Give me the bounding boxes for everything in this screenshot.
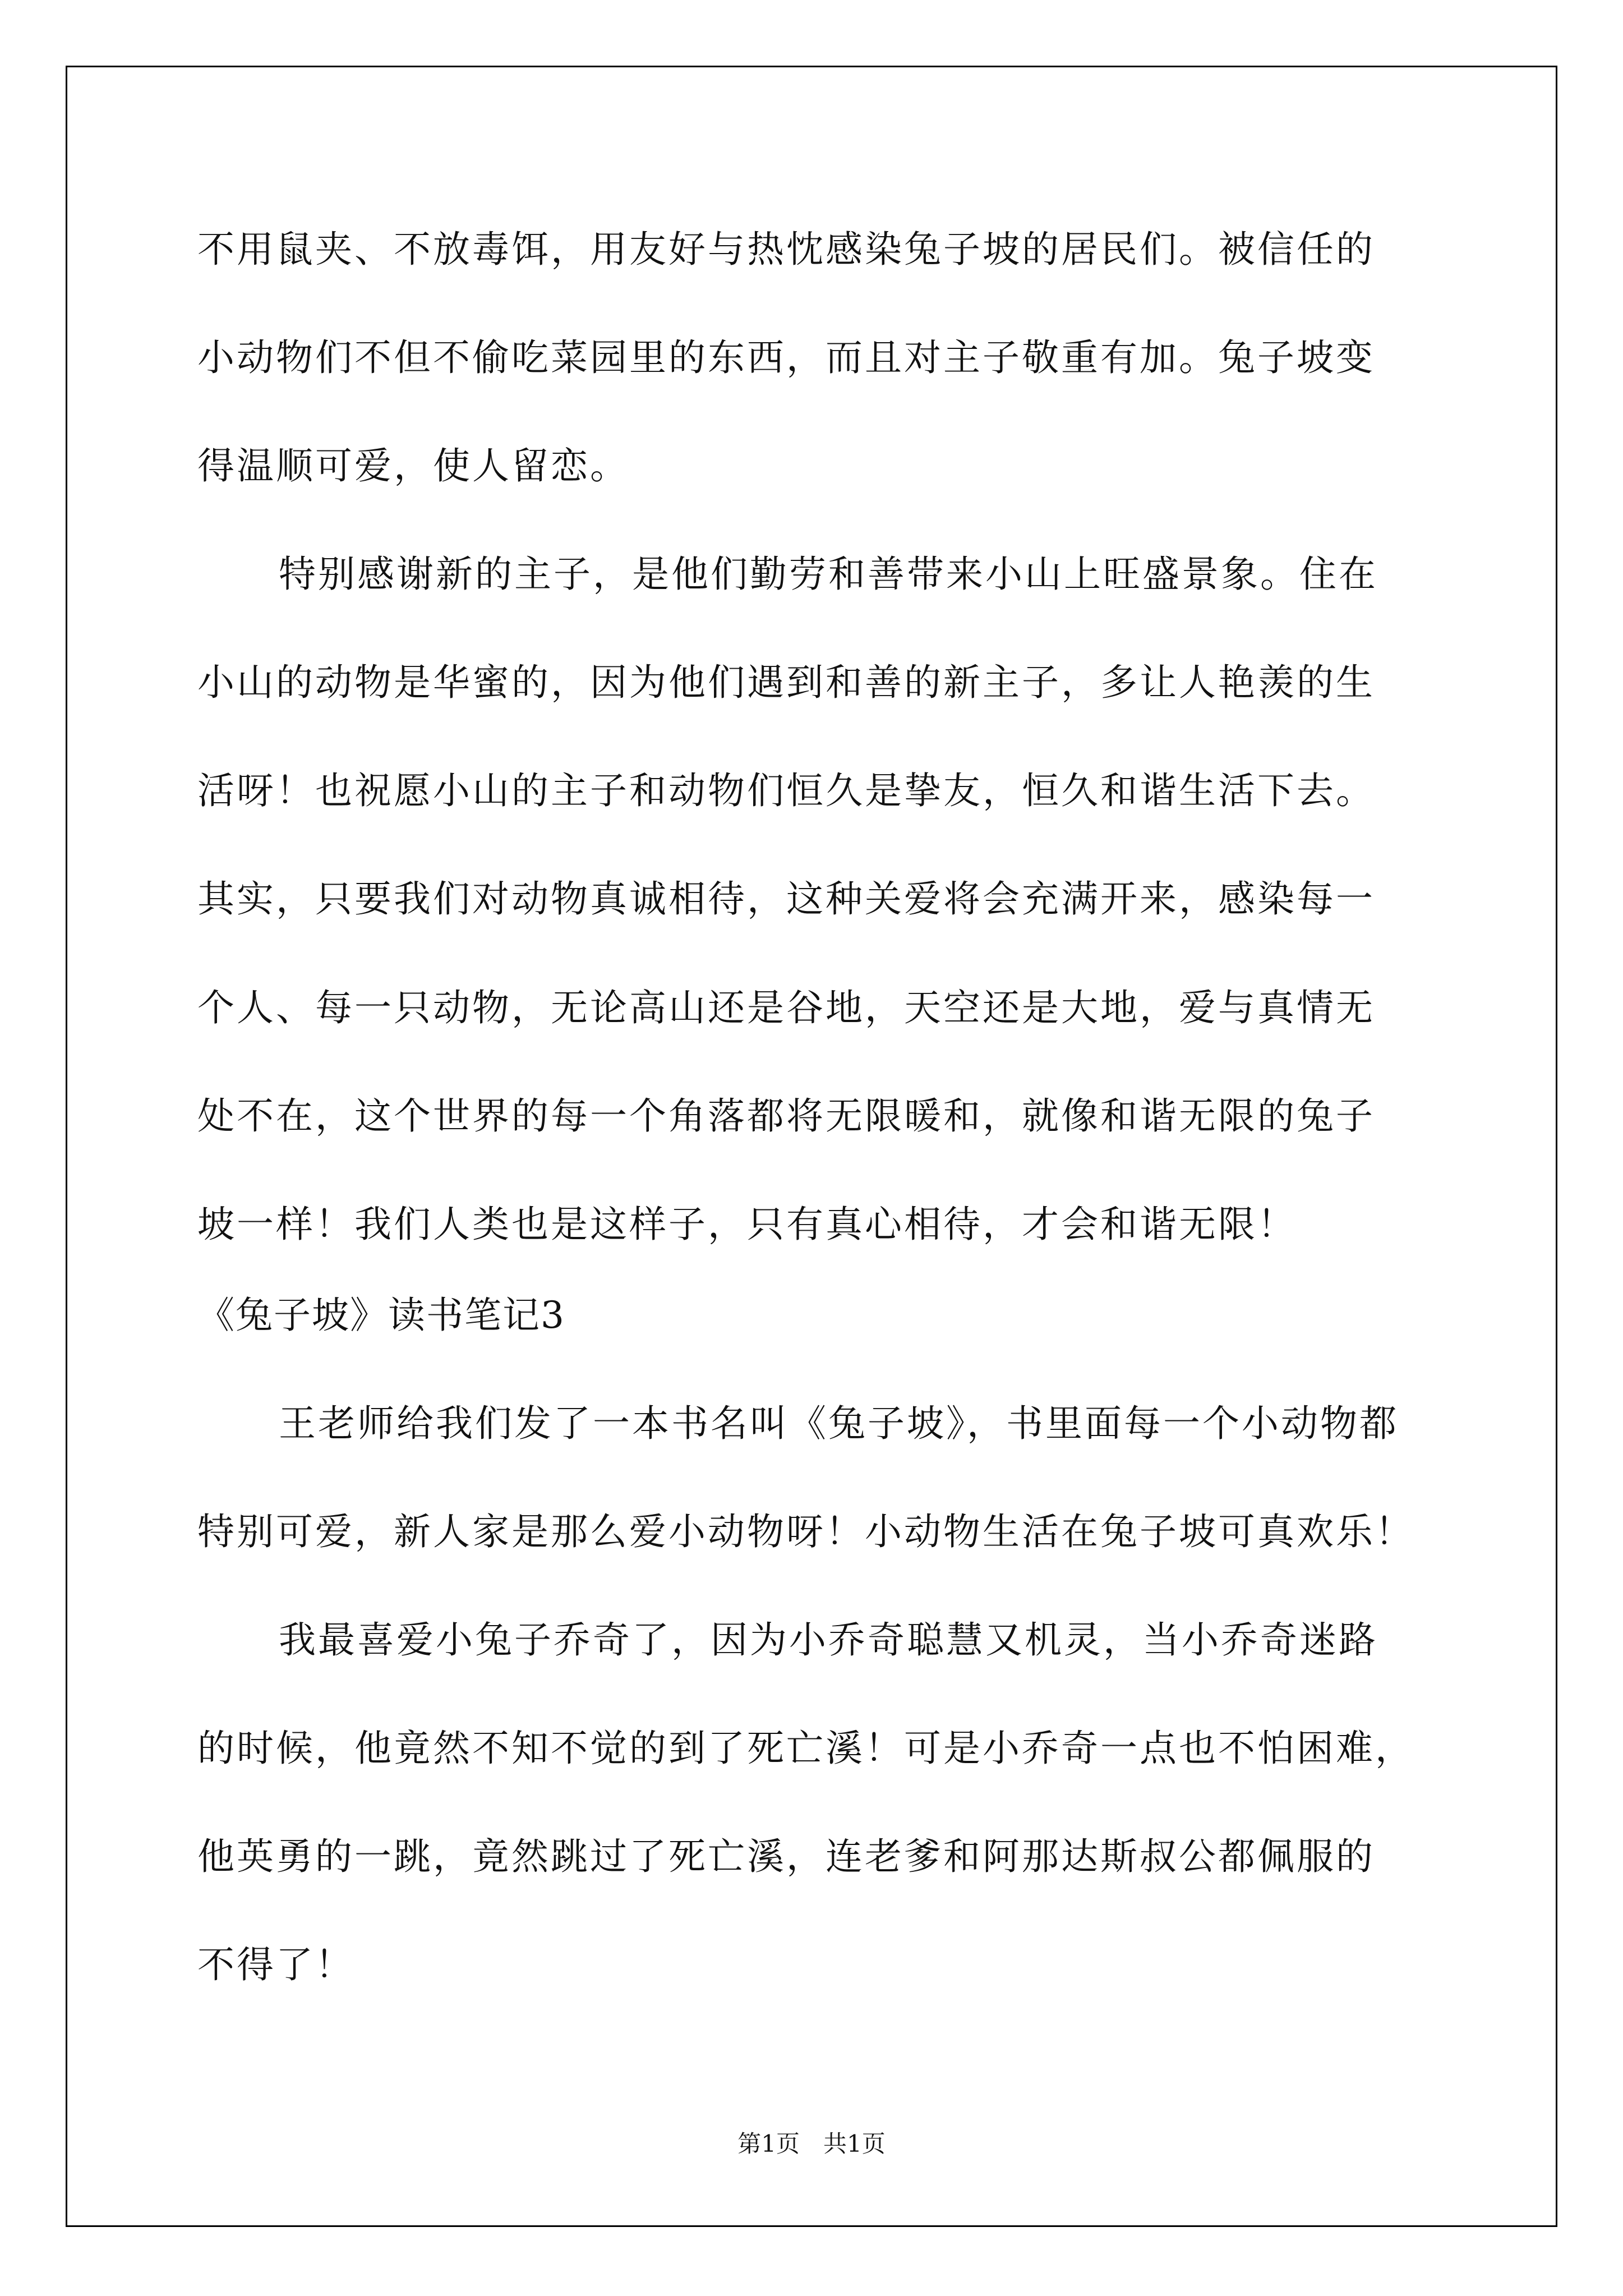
body-line: 活呀！也祝愿小山的主子和动物们恒久是挚友，恒久和谐生活下去。 <box>197 769 1375 812</box>
body-line: 不得了！ <box>197 1943 354 1986</box>
body-line: 其实，只要我们对动物真诚相待，这种关爱将会充满开来，感染每一 <box>197 877 1375 921</box>
body-line: 特别感谢新的主子，是他们勤劳和善带来小山上旺盛景象。住在 <box>279 553 1378 596</box>
body-line: 坡一样！我们人类也是这样子，只有真心相待，才会和谐无限！ <box>197 1203 1297 1246</box>
body-line: 王老师给我们发了一本书名叫《兔子坡》，书里面每一个小动物都 <box>279 1402 1399 1445</box>
body-line: 个人、每一只动物，无论高山还是谷地，天空还是大地，爱与真情无 <box>197 986 1375 1029</box>
body-line: 不用鼠夹、不放毒饵，用友好与热忱感染兔子坡的居民们。被信任的 <box>197 228 1375 271</box>
page-border <box>66 66 1557 2227</box>
body-line: 的时候，他竟然不知不觉的到了死亡溪！可是小乔奇一点也不怕困难， <box>197 1727 1414 1770</box>
body-line: 小山的动物是华蜜的，因为他们遇到和善的新主子，多让人艳羡的生 <box>197 661 1375 704</box>
page-footer: 第1页 共1页 <box>737 2130 886 2157</box>
body-line: 得温顺可爱，使人留恋。 <box>197 444 629 487</box>
body-line: 他英勇的一跳，竟然跳过了死亡溪，连老爹和阿那达斯叔公都佩服的 <box>197 1835 1375 1878</box>
body-line: 特别可爱，新人家是那么爱小动物呀！小动物生活在兔子坡可真欢乐！ <box>197 1510 1414 1553</box>
body-line: 处不在，这个世界的每一个角落都将无限暖和，就像和谐无限的兔子 <box>197 1094 1375 1138</box>
body-line: 小动物们不但不偷吃菜园里的东西，而且对主子敬重有加。兔子坡变 <box>197 336 1375 379</box>
section-heading: 《兔子坡》读书笔记3 <box>197 1294 565 1337</box>
body-line: 我最喜爱小兔子乔奇了，因为小乔奇聪慧又机灵，当小乔奇迷路 <box>279 1618 1378 1662</box>
